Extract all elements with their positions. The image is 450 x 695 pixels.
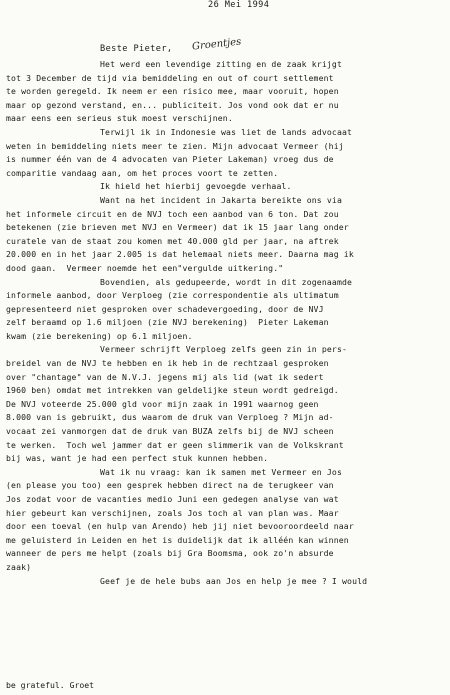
text-line: (en please you too) een gesprek hebben direct na de terugkeer van (6, 480, 334, 491)
text-line: is nummer één van de 4 advocaten van Pieter Lakeman) vroeg dus de (6, 154, 334, 165)
text-line: maar op gezond verstand, en... publiciteit. Jos vond ook dat er nu (6, 99, 339, 110)
text-line: over "chantage" van de N.V.J. jegens mij als lid (wat ik sedert (6, 371, 324, 382)
salutation: Beste Pieter, (100, 44, 173, 54)
text-line: 1960 ben) omdat met intrekken van geldelijke steun wordt gedreigd. (6, 385, 339, 396)
text-line: Wat ik nu vraag: kan ik samen met Vermeer en Jos (100, 466, 342, 477)
text-line: Ik hield het hierbij gevoegde verhaal. (100, 181, 292, 192)
text-line: breidel van de NVJ te hebben en ik heb in de rechtzaal gesproken (6, 358, 329, 369)
text-line: betekenen (zie brieven met NVJ en Vermeer) dat ik 15 jaar lang onder (6, 222, 349, 233)
text-line: tot 3 December de tijd via bemiddeling en out of court settlement (6, 72, 334, 83)
text-line: informele aanbod, door Verploeg (zie correspondentie als ultimatum (6, 290, 339, 301)
text-line: Geef je de hele bubs aan Jos en help je mee ? I would (100, 575, 368, 586)
text-line: Bovendien, als gedupeerde, wordt in dit zogenaamde (100, 276, 353, 287)
text-line: Het werd een levendige zitting en de zaak krijgt (100, 59, 342, 69)
paragraph (6, 180, 446, 194)
text-line: bij was, want je had een perfect stuk kunnen hebben. (6, 453, 269, 464)
text-line: curatele van de staat zou komen met 40.000 gld per jaar, na aftrek (6, 235, 339, 246)
paragraph (6, 194, 446, 276)
text-line: Terwijl ik in Indonesie was liet de lands advocaat (100, 126, 353, 137)
letter-date: 26 Mei 1994 (208, 0, 270, 10)
paragraph (6, 58, 446, 126)
text-line: zaak) (6, 561, 32, 572)
text-line: 8.000 van is gebruikt, dus waarom de druk van Verploeg ? Mijn ad- (6, 412, 334, 423)
text-line: gepresenteerd niet gesproken over schadevergoeding, door de NVJ (6, 303, 324, 314)
paragraph (6, 575, 446, 589)
text-line: wanneer de pers me helpt (zoals bij Gra Boomsma, ook zo'n absurde (6, 548, 334, 559)
text-line: dood gaan. Vermeer noemde het een"vergulde uitkering." (6, 262, 284, 273)
text-line: hier gebeurt kan verschijnen, zoals Jos toch al van plan was. Maar (6, 507, 339, 518)
paragraph (6, 126, 446, 180)
text-line: vocaat zei vanmorgen dat de druk van BUZA zelfs bij de NVJ scheen (6, 426, 334, 437)
text-line: te werken. Toch wel jammer dat er geen slimmerik van de Volkskrant (6, 439, 344, 450)
text-line: kwam (zie berekening) op 6.1 miljoen. (6, 330, 193, 341)
text-line: het informele circuit en de NVJ toch een aanbod van 6 ton. Dat zou (6, 208, 339, 219)
text-line: door een toeval (en hulp van Arendo) heb jij niet bevooroordeeld naar (6, 521, 354, 532)
closing-line: be grateful. Groet (6, 680, 95, 690)
text-line: maar eens een serieus stuk moest verschijnen. (6, 113, 233, 124)
text-line: te worden geregeld. Ik neem er een risico mee, maar vooruit, hopen (6, 86, 339, 97)
handwritten-note: Groentjes (191, 36, 242, 53)
text-line: 20.000 en in het jaar 2.005 is dat helemaal niets meer. Daarna mag ik (6, 249, 354, 260)
text-line: Want na het incident in Jakarta bereikte ons via (100, 194, 342, 205)
letter-body (6, 58, 446, 588)
text-line: me geluisterd in Leiden en het is duidelijk dat ik alléén kan winnen (6, 534, 349, 545)
text-line: zelf beraamd op 1.6 miljoen (zie NVJ berekening) Pieter Lakeman (6, 317, 329, 328)
text-line: Jos zodat voor de vacanties medio Juni een gedegen analyse van wat (6, 494, 339, 504)
text-line: Vermeer schrijft Verploeg zelfs geen zin in pers- (100, 344, 348, 355)
text-line: De NVJ voteerde 25.000 gld voor mijn zaak in 1991 waarnog geen (6, 398, 319, 409)
paragraph (6, 343, 446, 465)
paragraph (6, 466, 446, 575)
text-line: weten in bemiddeling niets meer te zien. Mijn advocaat Vermeer (hij (6, 140, 344, 151)
paragraph (6, 276, 446, 344)
text-line: comparitie vandaag aan, om het proces voort te zetten. (6, 167, 279, 178)
